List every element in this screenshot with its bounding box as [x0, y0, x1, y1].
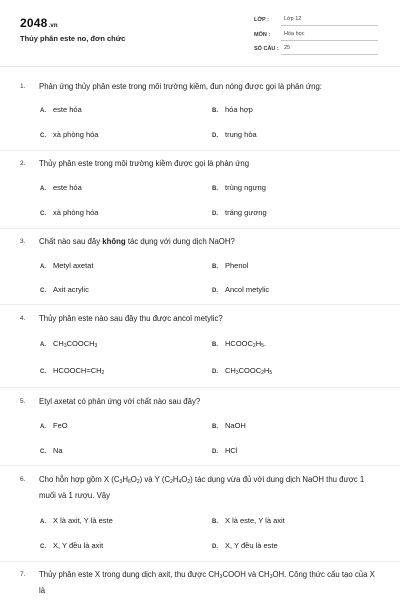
- header-divider: [0, 66, 400, 67]
- question-divider: [0, 465, 400, 466]
- option-d[interactable]: D. Ancol metylic: [212, 285, 270, 294]
- question-text: Thủy phân este trong môi trường kiềm được gọi là phản ứng: [39, 159, 250, 168]
- option-a[interactable]: A. este hóa: [40, 183, 82, 192]
- question-4: 4. Thủy phân este nào sau đây thu được ancol metylic?: [20, 312, 382, 326]
- option-d[interactable]: D. trung hòa: [212, 130, 257, 139]
- option-b[interactable]: B. X là este, Y là axit: [212, 516, 285, 525]
- option-b[interactable]: B. hóa hợp: [212, 105, 253, 114]
- document-title: Thủy phân este no, đơn chức: [20, 34, 126, 43]
- option-a[interactable]: A. $CH_3COOCH_3$: [40, 339, 98, 349]
- question-6: 6. Cho hỗn hợp gồm X $(C_3H_6O_2)$ và Y $(C_2H_4O_2)$ tác dụng vừa đủ với dung dịch NaOH thu được 1 muối và 1 rượu. Vậy: [20, 473, 382, 501]
- meta-label-subject: MÔN :: [254, 32, 271, 38]
- option-c[interactable]: C. xà phòng hóa: [40, 208, 99, 217]
- option-a[interactable]: A. Metyl axetat: [40, 261, 94, 270]
- question-divider: [0, 561, 400, 562]
- option-a[interactable]: A. X là axit, Y là este: [40, 516, 113, 525]
- question-text: Chất nào sau đây không tác dụng với dung dịch NaOH?: [39, 237, 235, 246]
- option-d[interactable]: D. HCl: [212, 446, 238, 455]
- question-text: Thủy phân este X trong dung dịch axit, thu được $CH_3COOH$ và $CH_3OH$. Công thức cấu tạo của X là: [39, 570, 375, 595]
- question-2: 2. Thủy phân este trong môi trường kiềm được gọi là phản ứng: [20, 157, 382, 171]
- option-c[interactable]: C. $HCOOCH=CH_2$: [40, 366, 105, 376]
- question-3: 3. Chất nào sau đây không tác dụng với dung dịch NaOH?: [20, 235, 382, 249]
- option-c[interactable]: C. Axit acrylic: [40, 285, 89, 294]
- option-c[interactable]: C. X, Y đều là axit: [40, 541, 104, 550]
- question-7: 7. Thủy phân este X trong dung dịch axit, thu được $CH_3COOH$ và $CH_3OH$. Công thức cấu tạo của X là: [20, 568, 382, 596]
- meta-label-class: LỚP :: [254, 17, 269, 23]
- question-divider: [0, 387, 400, 388]
- question-divider: [0, 150, 400, 151]
- option-b[interactable]: B. NaOH: [212, 421, 246, 430]
- question-1: 1. Phản ứng thủy phân este trong môi trường kiềm, đun nóng được gọi là phản ứng:: [20, 80, 382, 94]
- option-b[interactable]: B. trùng ngưng: [212, 183, 266, 192]
- question-divider: [0, 304, 400, 305]
- option-d[interactable]: D. $CH_3COOC_2H_5$: [212, 366, 273, 376]
- meta-value-class: Lớp 12: [281, 16, 378, 26]
- option-b[interactable]: B. $HCOOC_2H_5$.: [212, 339, 266, 349]
- question-text: Phản ứng thủy phân este trong môi trường kiềm, đun nóng được gọi là phản ứng:: [39, 82, 322, 91]
- question-divider: [0, 228, 400, 229]
- option-c[interactable]: C. xà phòng hóa: [40, 130, 99, 139]
- option-b[interactable]: B. Phenol: [212, 261, 249, 270]
- question-5: 5. Etyl axetat có phản ứng với chất nào sau đây?: [20, 395, 382, 409]
- option-c[interactable]: C. Na: [40, 446, 63, 455]
- option-a[interactable]: A. FeO: [40, 421, 68, 430]
- meta-value-count: 25: [281, 45, 378, 55]
- document-header: [0, 0, 400, 72]
- question-text: Cho hỗn hợp gồm X $(C_3H_6O_2)$ và Y $(C_2H_4O_2)$ tác dụng vừa đủ với dung dịch NaOH thu được 1 muối và 1 rượu. Vậy: [39, 475, 365, 500]
- option-a[interactable]: A. este hóa: [40, 105, 82, 114]
- emphasis-not: không: [102, 237, 126, 246]
- question-text: Thủy phân este nào sau đây thu được ancol metylic?: [39, 314, 223, 323]
- meta-label-count: SỐ CÂU :: [254, 46, 279, 52]
- option-d[interactable]: D. X, Y đều là este: [212, 541, 278, 550]
- question-text: Etyl axetat có phản ứng với chất nào sau đây?: [39, 397, 201, 406]
- site-logo[interactable]: 2048.vn: [20, 16, 58, 30]
- meta-value-subject: Hóa học: [281, 31, 378, 41]
- option-d[interactable]: D. tráng gương: [212, 208, 267, 217]
